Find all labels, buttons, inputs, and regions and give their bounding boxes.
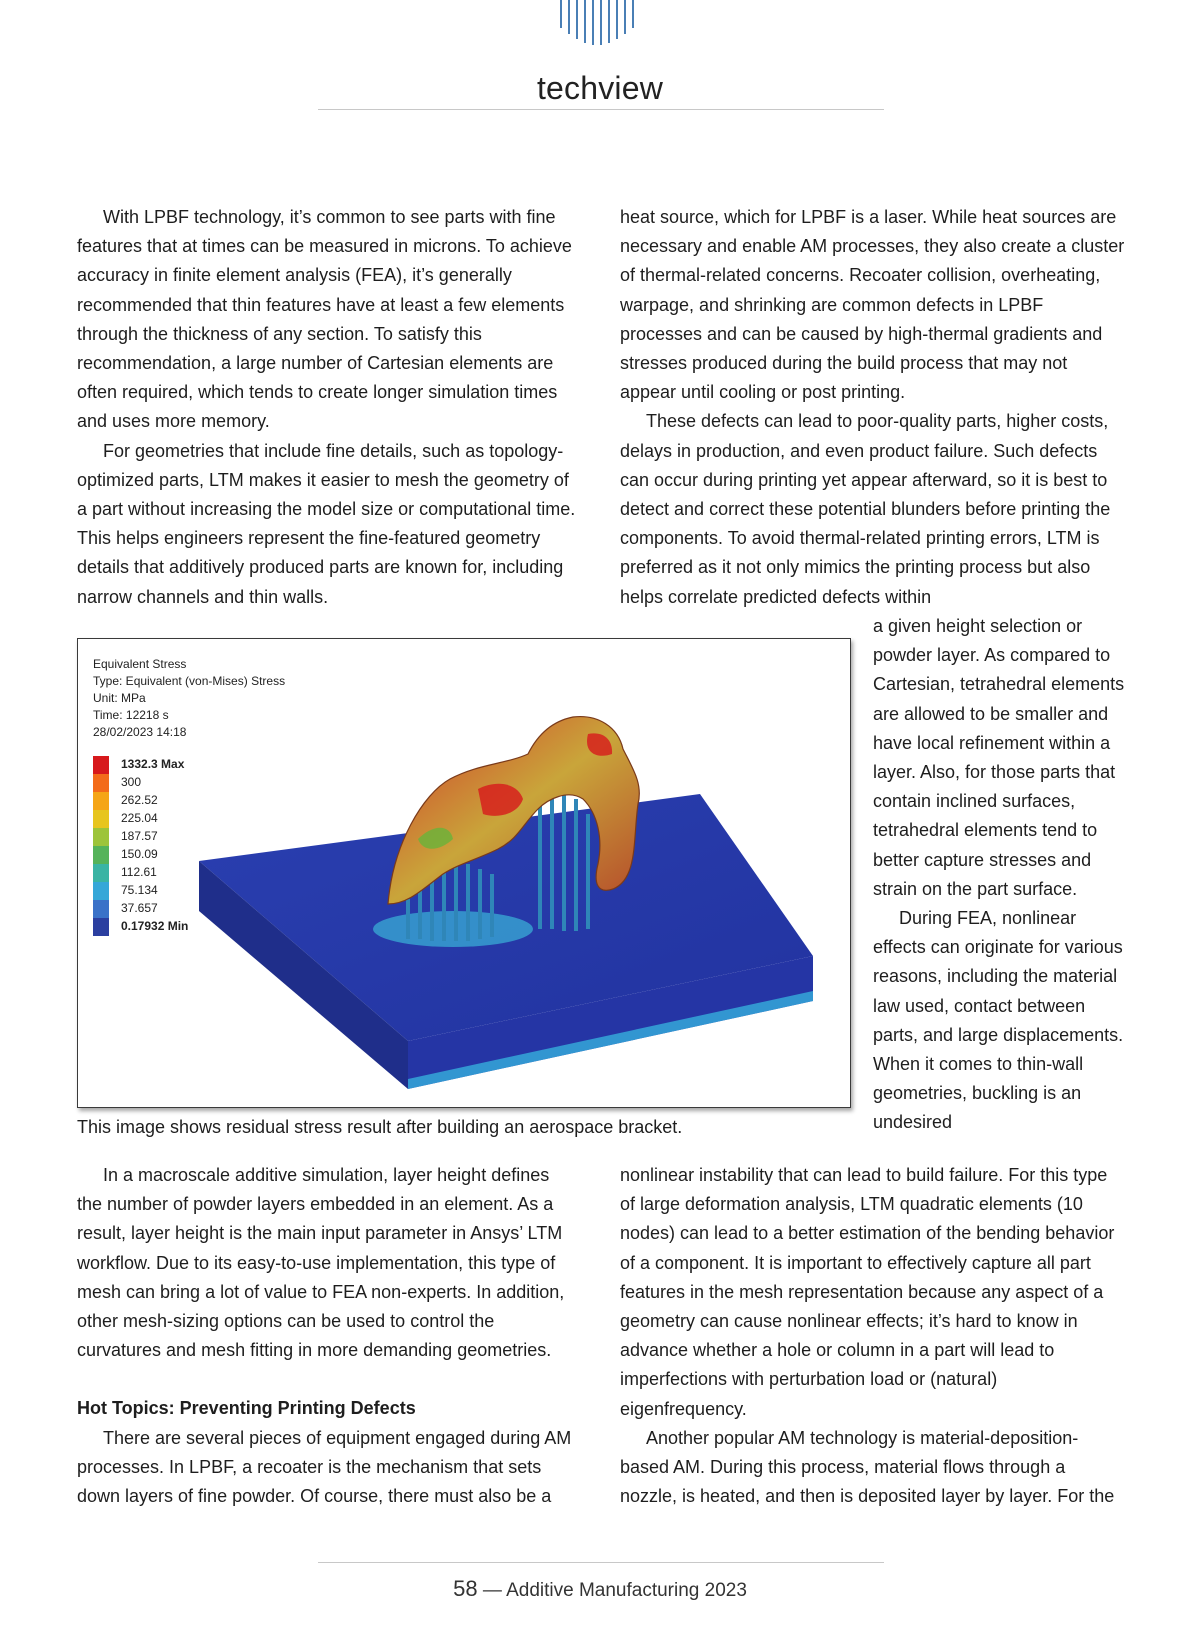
paragraph: These defects can lead to poor-quality parts, higher costs, delays in production, and even product failure. Such defects can occur during printing yet appear afterward, so it is best to detect and correct these potential blunders before printing the components. To avoid thermal-related printing errors, LTM is preferred as it not only mimics the printing process but also helps correlate predicted defects within <box>620 411 1111 607</box>
legend-label: 0.17932 Min <box>121 919 189 933</box>
footer-divider <box>318 1562 884 1563</box>
stress-simulation-figure <box>77 638 851 1108</box>
legend-label: 262.52 <box>121 793 158 807</box>
result-type: Type: Equivalent (von-Mises) Stress <box>93 674 286 688</box>
header-decoration <box>0 0 1200 50</box>
right-column-narrow <box>873 612 1127 1138</box>
section-heading: Hot Topics: Preventing Printing Defects <box>77 1398 416 1419</box>
header-divider <box>318 109 884 110</box>
right-column-bottom <box>620 1161 1126 1511</box>
legend-label: 112.61 <box>121 865 157 879</box>
footer-separator: — <box>482 1580 502 1601</box>
legend-label: 75.134 <box>121 883 158 897</box>
paragraph: In a macroscale additive simulation, layer height defines the number of powder layers embedded in an element. As a result, layer height is the main input parameter in Ansys’ LTM workflow. Due to its easy-to-use implementation, this type of mesh can bring a lot of value to FEA non-experts. In addition, other mesh-sizing options can be used to control the curvatures and mesh fitting in more demanding geometries. <box>77 1165 565 1361</box>
bracket-render <box>78 639 851 1108</box>
paragraph: heat source, which for LPBF is a laser. While heat sources are necessary and enable AM processes, they also create a cluster of thermal-related concerns. Recoater collision, overheating, warpage, and shrinking are common defects in LPBF processes and can be caused by high-thermal gradients and stresses produced during the build process that may not appear until cooling or post printing. <box>620 207 1125 403</box>
legend-label: 225.04 <box>121 811 158 825</box>
paragraph: During FEA, nonlinear effects can originate for various reasons, including the material law used, contact between parts, and large displacements. When it comes to thin-wall geometries, buckling is an undesired <box>873 908 1124 1133</box>
footprint-stress <box>373 911 533 947</box>
legend-label: 37.657 <box>121 901 158 915</box>
paragraph: nonlinear instability that can lead to build failure. For this type of large deformation analysis, LTM quadratic elements (10 nodes) can lead to a better estimation of the bending behavior of a component. It is important to effectively capture all part features in the mesh representation because any aspect of a geometry can cause nonlinear effects; it’s hard to know in advance whether a hole or column in a part will lead to imperfections with perturbation load or (natural) eigenfrequency. <box>620 1165 1115 1419</box>
paragraph: There are several pieces of equipment engaged during AM processes. In LPBF, a recoater is the mechanism that sets down layers of fine powder. Of course, there must also be a <box>77 1427 572 1507</box>
result-date: 28/02/2023 14:18 <box>93 725 187 739</box>
result-name: Equivalent Stress <box>93 657 187 671</box>
figure-caption: This image shows residual stress result after building an aerospace bracket. <box>77 1117 683 1137</box>
publication-name: Additive Manufacturing 2023 <box>506 1580 747 1601</box>
paragraph: For geometries that include fine details, such as topology-optimized parts, LTM makes it easier to mesh the geometry of a part without increasing the model size or computational time. This helps engineers represent the fine-featured geometry details that additively produced parts are known for, including narrow channels and thin walls. <box>77 440 576 607</box>
legend-label: 300 <box>121 775 142 789</box>
legend-label: 150.09 <box>121 847 158 861</box>
section-title: techview <box>536 70 664 106</box>
right-column-top <box>620 203 1126 612</box>
page-footer <box>0 1576 1200 1602</box>
legend-label: 187.57 <box>121 829 158 843</box>
result-unit: Unit: MPa <box>93 691 146 705</box>
legend-label: 1332.3 Max <box>121 757 185 771</box>
left-column-bottom <box>77 1161 579 1511</box>
left-column-top <box>77 203 579 612</box>
page-number: 58 <box>453 1576 478 1601</box>
paragraph: Another popular AM technology is material-deposition-based AM. During this process, material flows through a nozzle, is heated, and then is deposited layer by layer. For the <box>620 1427 1115 1507</box>
paragraph: a given height selection or powder layer. As compared to Cartesian, tetrahedral elements are allowed to be smaller and have local refinement within a layer. Also, for those parts that contain inclined surfaces, tetrahedral elements tend to better capture stresses and strain on the part surface. <box>873 616 1125 899</box>
result-time: Time: 12218 s <box>93 708 169 722</box>
paragraph: With LPBF technology, it’s common to see parts with fine features that at times can be measured in microns. To achieve accuracy in finite element analysis (FEA), it’s generally recommended that thin features have at least a few elements through the thickness of any section. To satisfy this recommendation, a large number of Cartesian elements are often required, which tends to create longer simulation times and uses more memory. <box>77 207 572 432</box>
